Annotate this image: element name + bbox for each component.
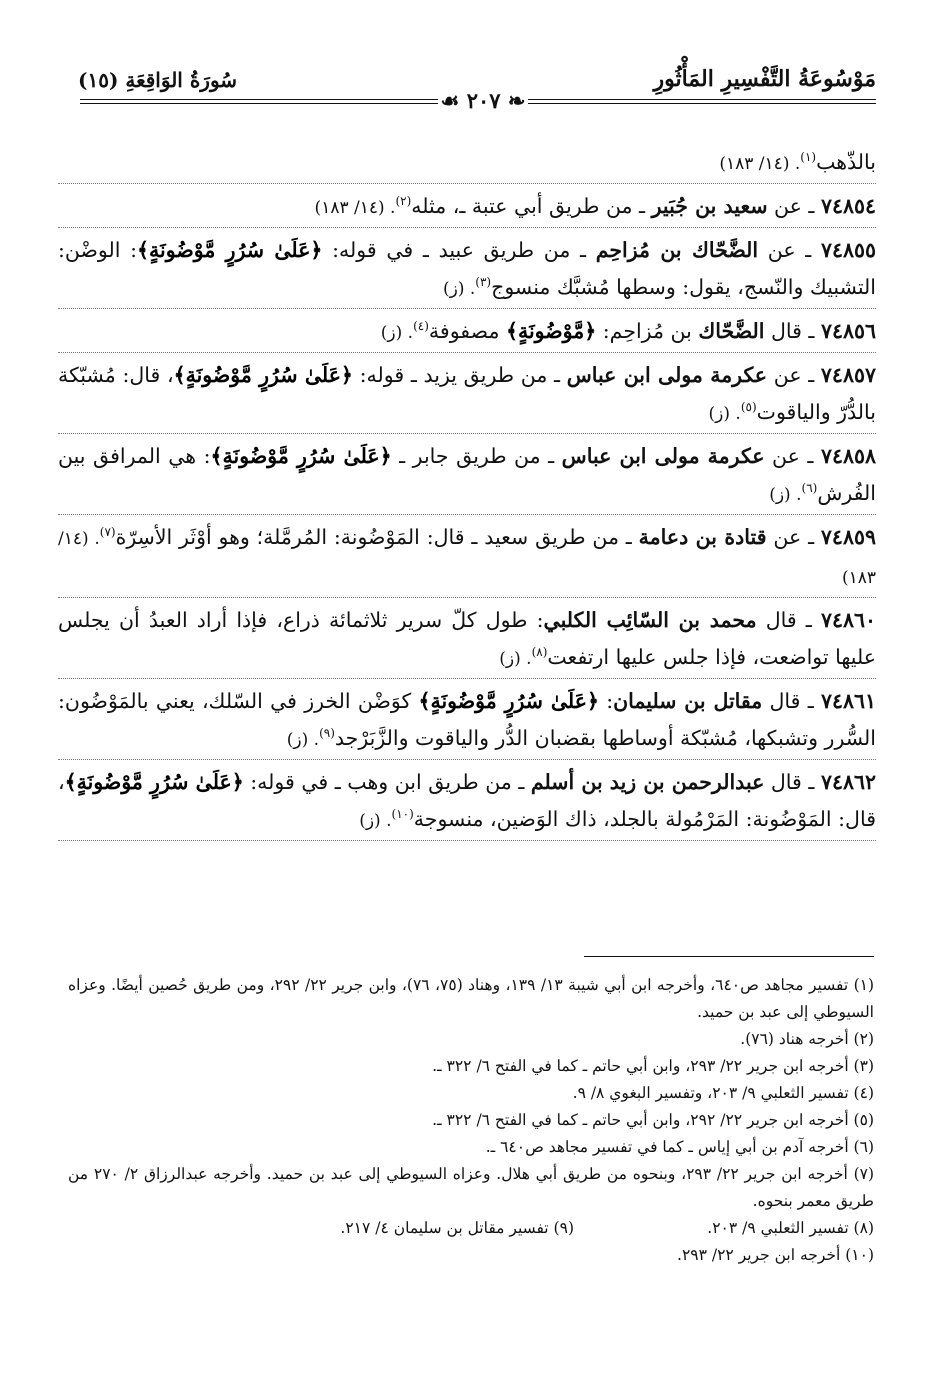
paragraph: ٧٤٨٥٦ ـ قال الضَّحّاك بن مُزاحِم: ﴿مَّوْضُونَةٍ﴾ مصفوفة$^{(٤)}$. (ز) bbox=[58, 313, 876, 353]
entry-number: ٧٤٨٥٩ bbox=[820, 525, 876, 549]
narrator-name: عكرمة مولى ابن عباس bbox=[566, 363, 768, 387]
paragraph: ٧٤٨٥٥ ـ عن الضَّحّاك بن مُزاحِم ـ من طريق عبيد ـ في قوله: ﴿عَلَىٰ سُرُرٍ مَّوْضُونَةٍ﴾: الوضْن: التشبيك والنّسج، يقول: وسطها مُشبَّك منسوج$^{(٣)}$. (ز) bbox=[58, 232, 876, 309]
main-text bbox=[58, 144, 876, 841]
footnote: (٩) تفسير مقاتل بن سليمان ٤/ ٢١٧. bbox=[340, 1219, 574, 1237]
surah-title: سُورَةُ الوَاقِعَةِ (١٥) bbox=[78, 68, 238, 92]
narrator-name: عكرمة مولى ابن عباس bbox=[561, 444, 765, 468]
footnote-marker: (٨) bbox=[531, 645, 548, 660]
page-number-text: ٢٠٧ bbox=[466, 88, 501, 113]
footnote: (٦) أخرجه آدم بن أبي إياس ـ كما في تفسير مجاهد ص٦٤٠ ـ. bbox=[485, 1138, 874, 1156]
footnote-marker: (٩) bbox=[319, 726, 335, 741]
paragraph: ٧٤٨٦٢ ـ قال عبدالرحمن بن زيد بن أسلم ـ من طريق ابن وهب ـ في قوله: ﴿عَلَىٰ سُرُرٍ مَّوْضُونَةٍ﴾، قال: المَوْضُونة: المَرْمُولة بالجلد، ذاك الوَضين، منسوجة$^{(١٠)}$. (ز) bbox=[58, 764, 876, 841]
paragraph: ٧٤٨٥٩ ـ عن قتادة بن دعامة ـ من طريق سعيد ـ قال: المَوْضُونة: المُرمَّلة؛ وهو أوْثَر الأسِرّة$^{(٧)}$. (١٤/ ١٨٣) bbox=[58, 519, 876, 598]
entry-number: ٧٤٨٥٥ bbox=[820, 238, 876, 262]
footnote-marker: (١) bbox=[800, 150, 817, 165]
entry-number: ٧٤٨٥٤ bbox=[820, 194, 876, 218]
quran-verse: ﴿عَلَىٰ سُرُرٍ مَّوْضُونَةٍ﴾ bbox=[137, 238, 323, 262]
footnote-row bbox=[68, 1215, 874, 1242]
paragraph: ٧٤٨٥٤ ـ عن سعيد بن جُبَير ـ من طريق أبي عتبة ـ، مثله$^{(٢)}$. (١٤/ ١٨٣) bbox=[58, 188, 876, 228]
entry-number: ٧٤٨٥٨ bbox=[820, 444, 876, 468]
quran-verse: ﴿مَّوْضُونَةٍ﴾ bbox=[505, 319, 597, 343]
entry-number: ٧٤٨٥٧ bbox=[820, 363, 876, 387]
paragraph: بالذّهب$^{(١)}$. (١٤/ ١٨٣) bbox=[58, 144, 876, 184]
footnote-marker: (٤) bbox=[413, 319, 429, 334]
footnote: (٣) أخرجه ابن جرير ٢٢/ ٢٩٣، وابن أبي حاتم ـ كما في الفتح ٦/ ٣٢٢ ـ. bbox=[432, 1057, 874, 1075]
ornament-left-icon: ☙ bbox=[440, 88, 460, 113]
footnote: (٢) أخرجه هناد (٧٦). bbox=[740, 1030, 874, 1048]
ornament-right-icon: ❧ bbox=[507, 88, 526, 113]
narrator-name: عبدالرحمن بن زيد بن أسلم bbox=[530, 770, 765, 794]
narrator-name: سعيد بن جُبَير bbox=[651, 194, 768, 218]
footnote-marker: (٥) bbox=[740, 400, 757, 415]
narrator-name: الضَّحّاك bbox=[698, 319, 765, 343]
narrator-name: محمد بن السّائِب الكلبي bbox=[543, 608, 757, 632]
footnote: (١٠) أخرجه ابن جرير ٢٢/ ٢٩٣. bbox=[677, 1246, 874, 1264]
quran-verse: ﴿عَلَىٰ سُرُرٍ مَّوْضُونَةٍ﴾ bbox=[64, 770, 244, 794]
footnotes bbox=[68, 972, 874, 1269]
entry-number: ٧٤٨٦١ bbox=[820, 689, 877, 713]
quran-verse: ﴿عَلَىٰ سُرُرٍ مَّوْضُونَةٍ﴾ bbox=[210, 444, 392, 468]
footnote-marker: (٢) bbox=[395, 194, 412, 209]
footnote: (١) تفسير مجاهد ص٦٤٠، وأخرجه ابن أبي شيبة ١٣/ ١٣٩، وهناد (٧٥، ٧٦)، وابن جرير ٢٢/ ٢٩٢، ومن طريق حُصين أيضًا. وعزاه السيوطي إلى عبد بن حميد. bbox=[68, 976, 875, 1021]
quran-verse: ﴿عَلَىٰ سُرُرٍ مَّوْضُونَةٍ﴾ bbox=[173, 363, 353, 387]
page-number bbox=[438, 88, 528, 114]
quran-verse: ﴿عَلَىٰ سُرُرٍ مَّوْضُونَةٍ﴾ bbox=[418, 689, 599, 713]
entry-number: ٧٤٨٦٠ bbox=[820, 608, 876, 632]
paragraph: ٧٤٨٦٠ ـ قال محمد بن السّائِب الكلبي: طول كلّ سرير ثلاثمائة ذراع، فإذا أراد العبدُ أن يجلس عليها تواضعت، فإذا جلس عليها ارتفعت$^{(٨)}$. (ز) bbox=[58, 602, 876, 679]
narrator-name: قتادة بن دعامة bbox=[638, 525, 767, 549]
paragraph: ٧٤٨٦١ ـ قال مقاتل بن سليمان: ﴿عَلَىٰ سُرُرٍ مَّوْضُونَةٍ﴾ كوَضْن الخرز في السّلك، يعني بالمَوْضُون: السُّرر وتشبكها، مُشبّكة أوساطها بقضبان الدُّر والياقوت والزَّبَرْجد$^{(٩)}$. (ز) bbox=[58, 683, 876, 760]
paragraph: ٧٤٨٥٧ ـ عن عكرمة مولى ابن عباس ـ من طريق يزيد ـ قوله: ﴿عَلَىٰ سُرُرٍ مَّوْضُونَةٍ﴾، قال: مُشبّكة بالدُّرّ والياقوت$^{(٥)}$. (ز) bbox=[58, 357, 876, 434]
footnote-marker: (٧) bbox=[99, 525, 116, 540]
footnote: (٨) تفسير الثعلبي ٩/ ٢٠٣. bbox=[707, 1219, 874, 1237]
narrator-name: الضَّحّاك بن مُزاحِم bbox=[595, 238, 759, 262]
entry-number: ٧٤٨٥٦ bbox=[820, 319, 876, 343]
footnote-marker: (١٠) bbox=[391, 807, 414, 822]
footnote: (٧) أخرجه ابن جرير ٢٢/ ٢٩٣، وبنحوه من طريق أبي هلال. وعزاه السيوطي إلى عبد بن حميد. وأخرجه عبدالرزاق ٢/ ٢٧٠ من طريق معمر بنحوه. bbox=[68, 1165, 875, 1210]
paragraph: ٧٤٨٥٨ ـ عن عكرمة مولى ابن عباس ـ من طريق جابر ـ ﴿عَلَىٰ سُرُرٍ مَّوْضُونَةٍ﴾: هي المرافق بين الفُرش$^{(٦)}$. (ز) bbox=[58, 438, 876, 515]
footnote-separator bbox=[584, 956, 874, 957]
footnote-marker: (٣) bbox=[475, 275, 492, 290]
footnote: (٥) أخرجه ابن جرير ٢٢/ ٢٩٢، وابن أبي حاتم ـ كما في الفتح ٦/ ٣٢٢ ـ. bbox=[432, 1111, 874, 1129]
footnote: (٤) تفسير الثعلبي ٩/ ٢٠٣، وتفسير البغوي ٨/ ٩. bbox=[572, 1084, 874, 1102]
book-title: مَوْسُوعَةُ التَّفْسِيرِ المَأْثُورِ bbox=[653, 66, 876, 92]
footnote-marker: (٦) bbox=[801, 481, 818, 496]
entry-number: ٧٤٨٦٢ bbox=[820, 770, 876, 794]
narrator-name: مقاتل بن سليمان bbox=[613, 689, 763, 713]
